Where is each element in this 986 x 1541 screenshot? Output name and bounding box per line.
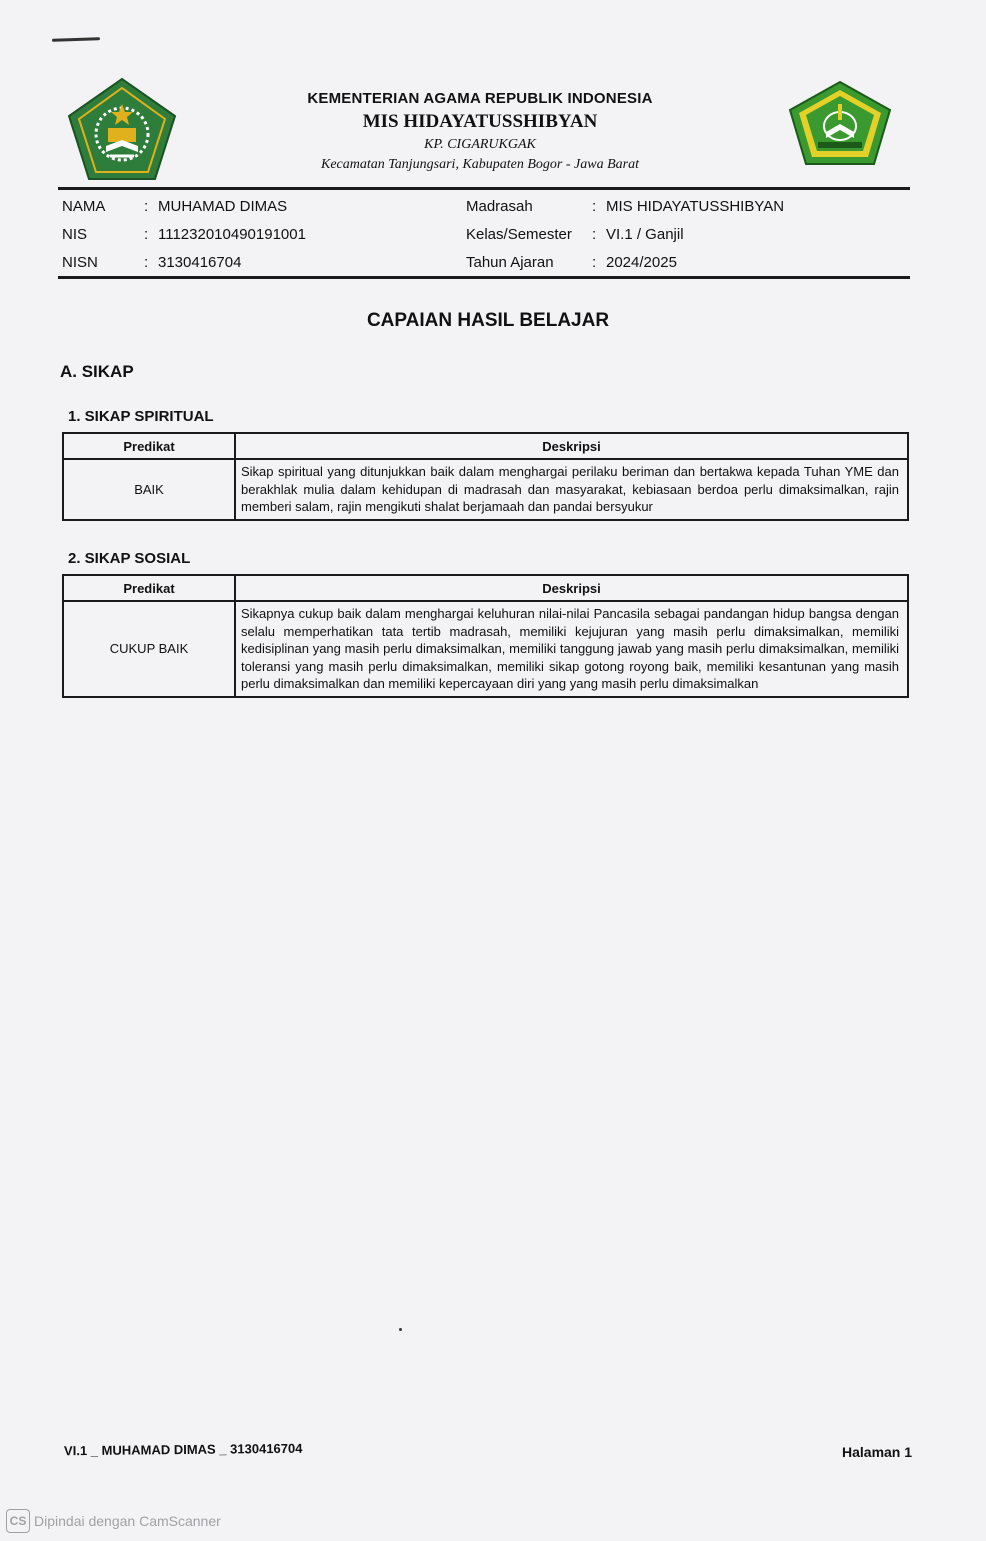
nis-label: NIS (62, 226, 88, 243)
deskripsi-cell: Sikap spiritual yang ditunjukkan baik dalam menghargai perilaku beriman dan bertakwa kepada Tuhan YME dan berakhlak mulia dalam kehidupan di madrasah dan masyarakat, kebiasaan berdoa perlu dimaksimalkan, rajin memberi salam, rajin mengikuti shalat berjamaah dan pandai bersyukur (235, 459, 908, 520)
sosial-table (62, 574, 909, 698)
table-row (63, 459, 908, 520)
predikat-header: Predikat (63, 433, 235, 459)
kemenag-logo-icon (66, 76, 178, 182)
spiritual-heading: 1. SIKAP SPIRITUAL (68, 408, 214, 425)
table-row (63, 601, 908, 697)
page-number: Halaman 1 (842, 1444, 913, 1460)
pen-mark (52, 37, 100, 42)
spiritual-table (62, 432, 909, 521)
info-row-nis (60, 226, 910, 248)
page-title: CAPAIAN HASIL BELAJAR (366, 310, 610, 331)
deskripsi-header: Deskripsi (235, 433, 908, 459)
deskripsi-header: Deskripsi (235, 575, 908, 601)
footer-student-id: VI.1 _ MUHAMAD DIMAS _ 3130416704 (63, 1440, 303, 1459)
info-rule (58, 276, 910, 279)
colon: : (144, 226, 149, 243)
tahun-label: Tahun Ajaran (466, 254, 554, 271)
camscanner-watermark (6, 1509, 221, 1533)
madrasah-value: MIS HIDAYATUSSHIBYAN (606, 198, 785, 215)
predikat-cell: CUKUP BAIK (63, 601, 235, 697)
predikat-header: Predikat (63, 575, 235, 601)
info-row-nisn (60, 254, 910, 276)
colon: : (592, 226, 597, 243)
nama-value: MUHAMAD DIMAS (158, 198, 288, 215)
header-rule (58, 187, 910, 190)
sosial-heading: 2. SIKAP SOSIAL (68, 550, 191, 567)
school-village: KP. CIGARUKGAK (424, 137, 536, 152)
table-header-row (63, 433, 908, 459)
speck (399, 1328, 402, 1331)
kelas-value: VI.1 / Ganjil (606, 226, 684, 243)
watermark-text: Dipindai dengan CamScanner (34, 1513, 221, 1529)
colon: : (144, 254, 149, 271)
school-address: Kecamatan Tanjungsari, Kabupaten Bogor - Jawa Barat (321, 157, 639, 172)
letterhead (250, 90, 710, 173)
nisn-label: NISN (62, 254, 98, 271)
table-header-row (63, 575, 908, 601)
deskripsi-cell: Sikapnya cukup baik dalam menghargai keluhuran nilai-nilai Pancasila sebagai pandangan hidup bangsa dengan selalu memperhatikan tata tertib madrasah, memiliki kejujuran yang masih perlu dimaksimalkan, memiliki kedisiplinan yang masih perlu dimaksimalkan, memiliki tanggung jawab yang masih perlu dimaksimalkan, memiliki toleransi yang masih perlu dimaksimalkan, memiliki sikap gotong royong baik, memiliki kesantunan yang masih perlu dimaksimalkan dan memiliki kepercayaan diri yang yang masih perlu dimaksimalkan (235, 601, 908, 697)
tahun-value: 2024/2025 (606, 254, 677, 271)
ministry-name: KEMENTERIAN AGAMA REPUBLIK INDONESIA (307, 90, 653, 107)
colon: : (592, 198, 597, 215)
nis-value: 111232010490191001 (158, 226, 306, 243)
colon: : (144, 198, 149, 215)
nisn-value: 3130416704 (158, 254, 242, 271)
school-name: MIS HIDAYATUSSHIBYAN (362, 111, 598, 132)
info-row-nama (60, 198, 910, 220)
madrasah-logo-icon (788, 80, 892, 166)
kelas-label: Kelas/Semester (466, 226, 572, 243)
section-heading: A. SIKAP (60, 362, 134, 381)
nama-label: NAMA (62, 198, 106, 215)
predikat-cell: BAIK (63, 459, 235, 520)
colon: : (592, 254, 597, 271)
camscanner-icon: CS (6, 1509, 30, 1533)
madrasah-label: Madrasah (466, 198, 533, 215)
